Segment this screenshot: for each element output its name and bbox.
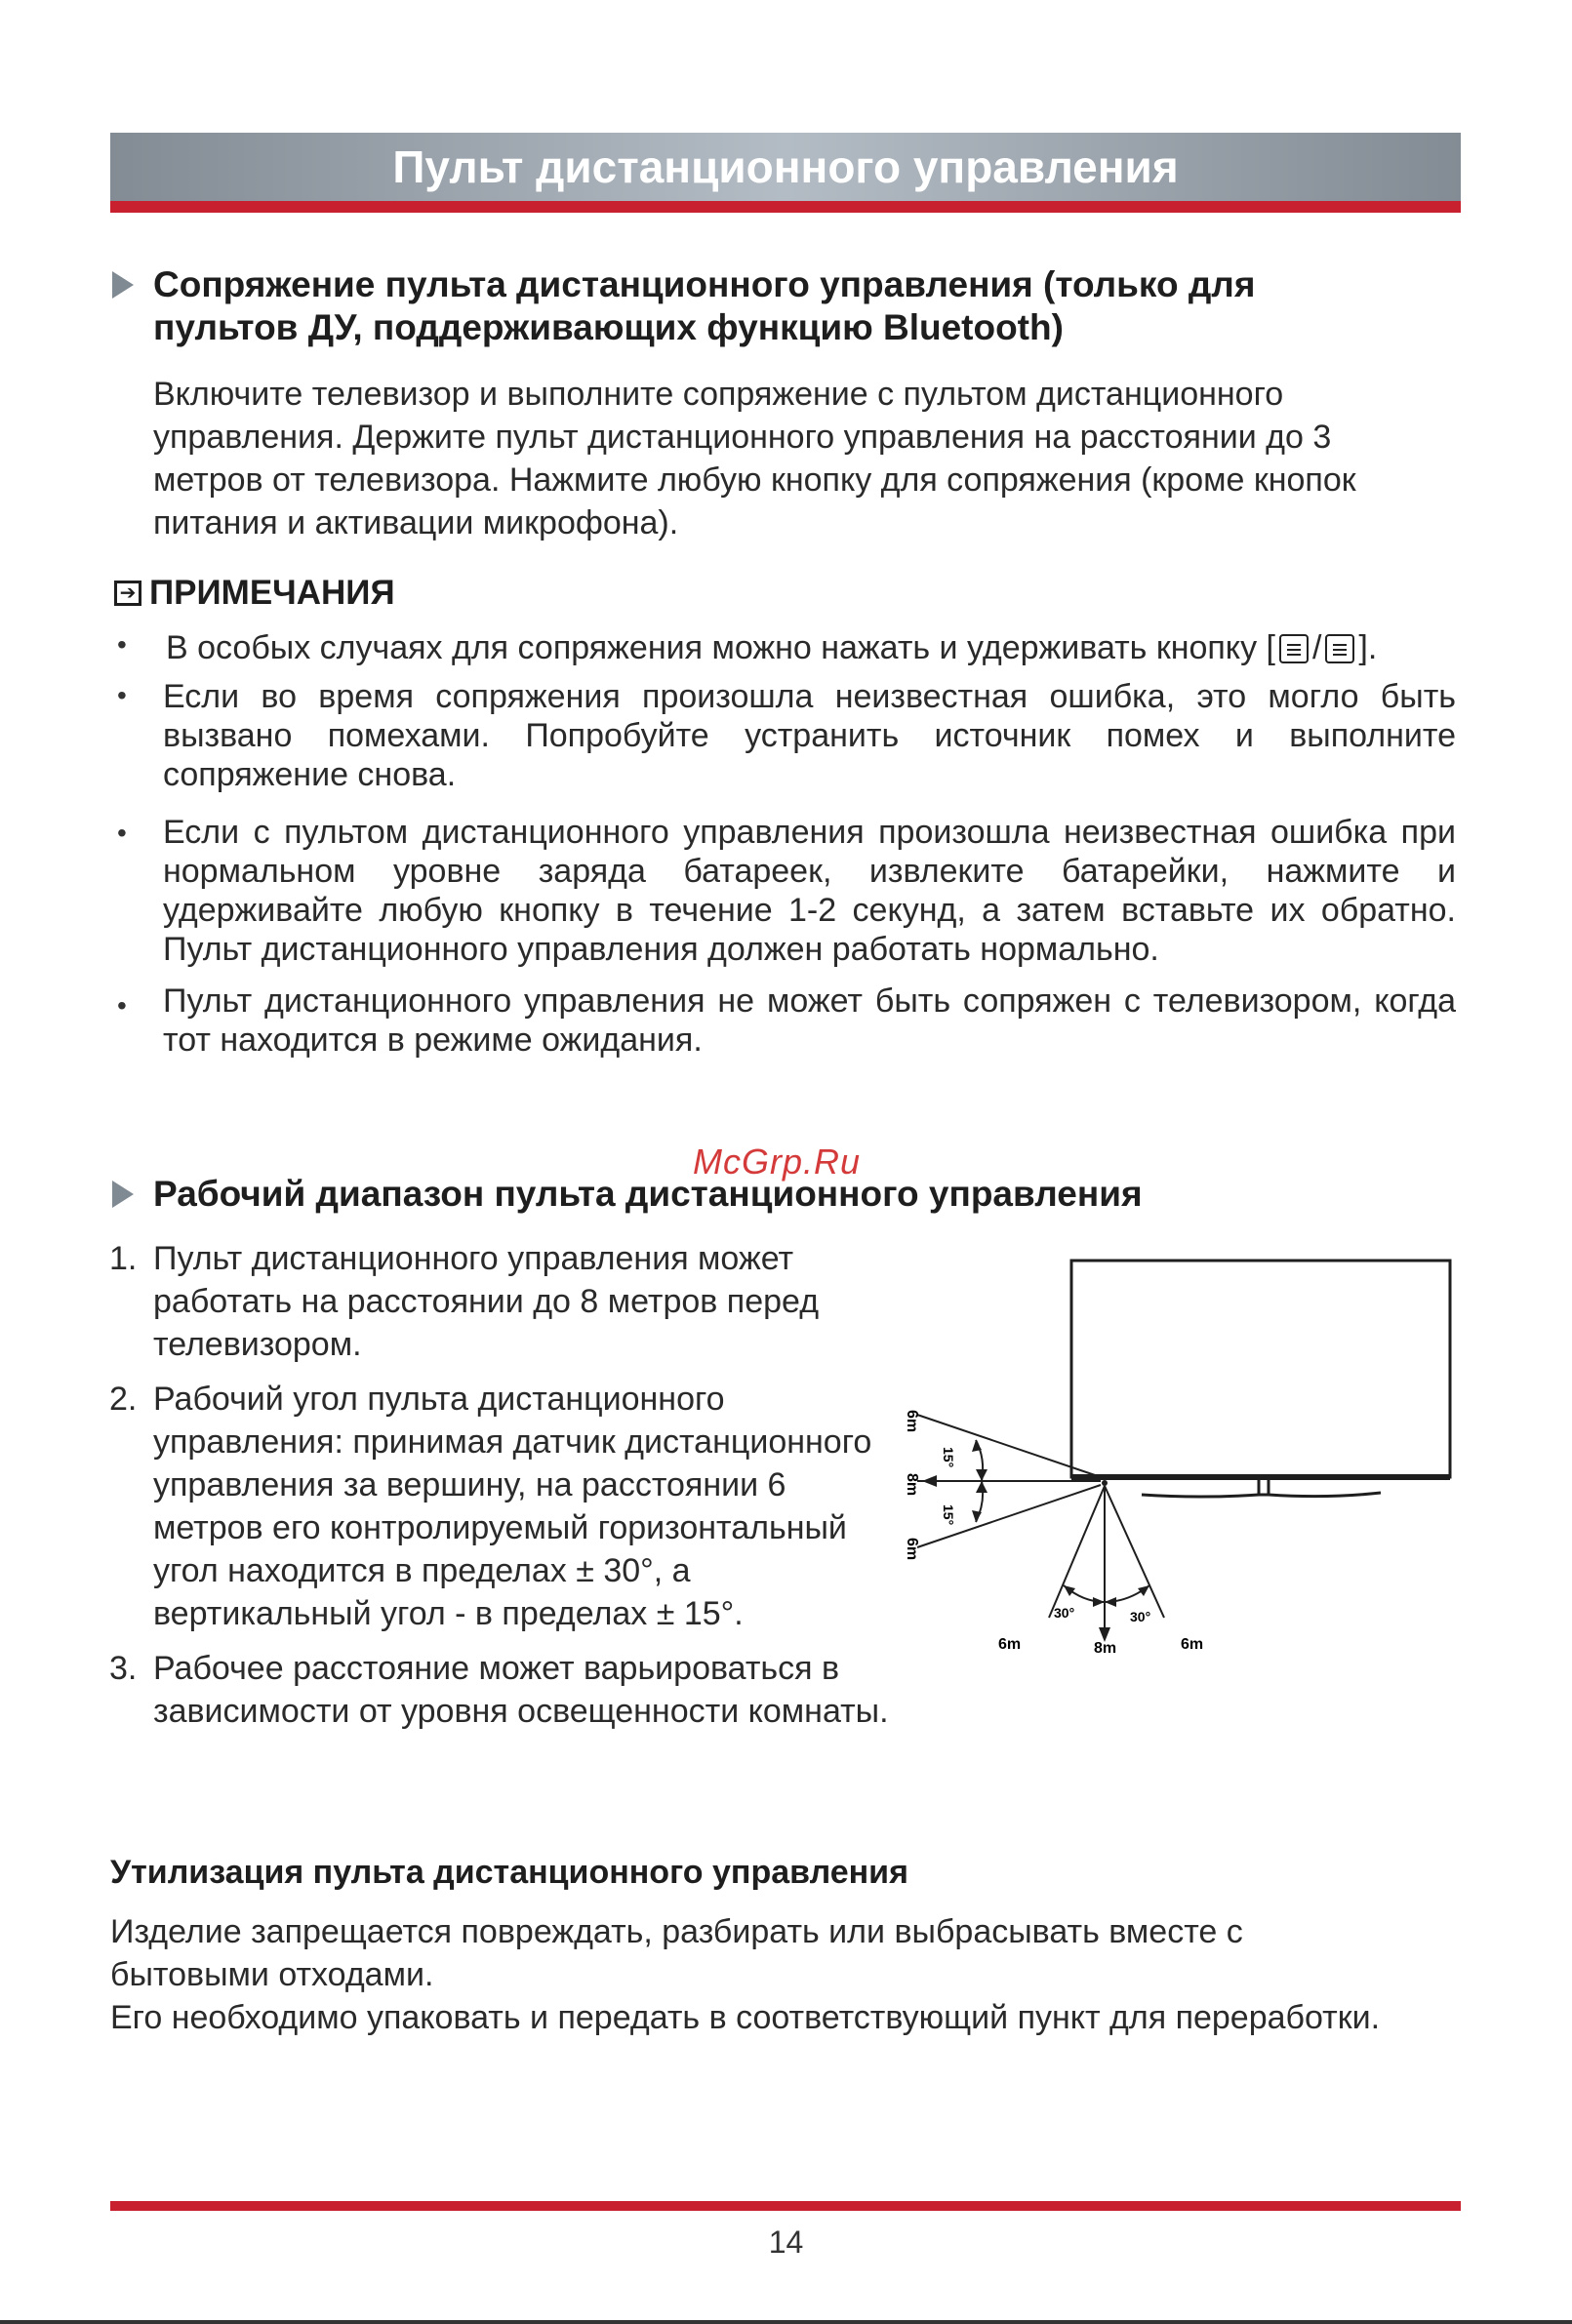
pairing-body-line: управления. Держите пульт дистанционного управления на расстоянии до 3 <box>153 419 1332 456</box>
front-right-angle: 30° <box>1130 1609 1151 1624</box>
page-bottom-border <box>0 2320 1572 2324</box>
range-heading <box>112 1173 1420 1216</box>
range-item-3 <box>109 1647 948 1733</box>
disposal-heading: Утилизация пульта дистанционного управления <box>110 1854 908 1891</box>
item-line: зависимости от уровня освещенности комнаты. <box>153 1693 889 1730</box>
arc-arrow <box>1138 1585 1149 1596</box>
tv-screen <box>1071 1261 1450 1477</box>
item-line: Рабочий угол пульта дистанционного <box>153 1381 725 1418</box>
bullet: • <box>117 990 127 1021</box>
page-number: 14 <box>768 2224 804 2260</box>
range-diagram <box>888 1249 1464 1678</box>
pairing-body <box>153 373 1461 544</box>
pairing-heading-line2: пультов ДУ, поддерживающих функцию Bluetooth) <box>153 307 1064 347</box>
front-left-angle: 30° <box>1054 1605 1075 1621</box>
arc-arrow <box>1064 1585 1075 1596</box>
header-divider <box>110 201 1461 213</box>
side-top-angle: 15° <box>941 1447 956 1468</box>
item-line: вертикальный угол - в пределах ± 15°. <box>153 1595 744 1632</box>
item-line: работать на расстоянии до 8 метров перед <box>153 1283 820 1320</box>
side-bot-distance: 6m <box>904 1538 920 1561</box>
disposal-body <box>110 1910 1467 2039</box>
page-header <box>110 133 1461 201</box>
item-number: 3. <box>109 1650 138 1687</box>
bullet: • <box>117 629 127 660</box>
footer-divider <box>110 2201 1461 2211</box>
page-title: Пульт дистанционного управления <box>392 141 1179 192</box>
notes-title <box>114 574 395 613</box>
side-mid-arrow <box>922 1475 937 1487</box>
pairing-heading <box>112 263 1420 349</box>
item-line: Пульт дистанционного управления может <box>153 1240 794 1277</box>
item-line: телевизором. <box>153 1326 362 1363</box>
item-number: 1. <box>109 1240 138 1277</box>
arc-arrow <box>972 1440 982 1452</box>
bullet: • <box>117 680 127 710</box>
watermark: McGrp.Ru <box>693 1142 862 1182</box>
front-left-line <box>1049 1486 1105 1618</box>
item-number: 2. <box>109 1381 138 1418</box>
disposal-line: Его необходимо упаковать и передать в соответствующий пункт для переработки. <box>110 1999 1381 2036</box>
bullet: • <box>117 818 127 848</box>
note-1-end: ]. <box>1358 629 1378 666</box>
note-1-text: В особых случаях для сопряжения можно нажать и удерживать кнопку [ <box>166 629 1275 666</box>
pairing-body-line: Включите телевизор и выполните сопряжение с пультом дистанционного <box>153 376 1284 413</box>
notes-title-text: ПРИМЕЧАНИЯ <box>149 574 395 612</box>
arc-arrow <box>972 1510 982 1522</box>
note-4: Пульт дистанционного управления не может быть сопряжен с телевизором, когда тот находится в режиме ожидания. <box>163 982 1456 1059</box>
menu-button-icon <box>1279 634 1309 663</box>
pairing-body-line: метров от телевизора. Нажмите любую кнопку для сопряжения (кроме кнопок <box>153 461 1356 499</box>
note-1-separator: / <box>1311 629 1322 666</box>
list-button-icon <box>1325 634 1354 663</box>
section-triangle-icon <box>112 1181 134 1208</box>
item-line: Рабочее расстояние может варьироваться в <box>153 1650 840 1687</box>
side-bot-angle: 15° <box>941 1504 956 1526</box>
range-item-2 <box>109 1378 919 1635</box>
side-top-line <box>917 1415 1101 1477</box>
item-line: управления: принимая датчик дистанционного <box>153 1423 872 1461</box>
arc-arrow <box>976 1481 988 1493</box>
arc-arrow <box>1093 1597 1105 1607</box>
note-2: Если во время сопряжения произошла неизвестная ошибка, это могло быть вызвано помехами. Попробуйте устранить источник помех и выполните сопряжение снова. <box>163 678 1456 793</box>
pairing-heading-line1: Сопряжение пульта дистанционного управления (только для <box>153 264 1256 304</box>
side-top-distance: 6m <box>904 1410 920 1433</box>
sensor-dot <box>1102 1480 1108 1486</box>
front-right-distance: 6m <box>1181 1636 1204 1653</box>
front-right-line <box>1105 1486 1164 1618</box>
arc-arrow <box>1105 1597 1116 1607</box>
note-arrow-icon: ➔ <box>114 581 141 606</box>
disposal-line: бытовыми отходами. <box>110 1956 434 1993</box>
note-1 <box>166 628 1478 667</box>
section-triangle-icon <box>112 271 134 299</box>
disposal-line: Изделие запрещается повреждать, разбирать или выбрасывать вместе с <box>110 1913 1243 1950</box>
note-3: Если с пультом дистанционного управления произошла неизвестная ошибка при нормальном уровне заряда батареек, извлеките батарейки, нажмите и удерживайте любую кнопку в течение 1-2 секунд, а затем вставьте их обратно. Пульт дистанционного управления должен работать нормально. <box>163 814 1456 968</box>
range-item-1 <box>109 1237 919 1366</box>
range-heading-text: Рабочий диапазон пульта дистанционного управления <box>153 1174 1143 1214</box>
side-mid-distance: 8m <box>904 1473 920 1497</box>
item-line: угол находится в пределах ± 30°, а <box>153 1552 691 1589</box>
pairing-body-line: питания и активации микрофона). <box>153 504 679 541</box>
tv-stand <box>1142 1493 1381 1497</box>
item-line: метров его контролируемый горизонтальный <box>153 1509 847 1546</box>
front-mid-distance: 8m <box>1094 1640 1117 1657</box>
item-line: управления за вершину, на расстоянии 6 <box>153 1466 786 1503</box>
arc-arrow <box>976 1469 988 1481</box>
front-left-distance: 6m <box>998 1636 1022 1653</box>
